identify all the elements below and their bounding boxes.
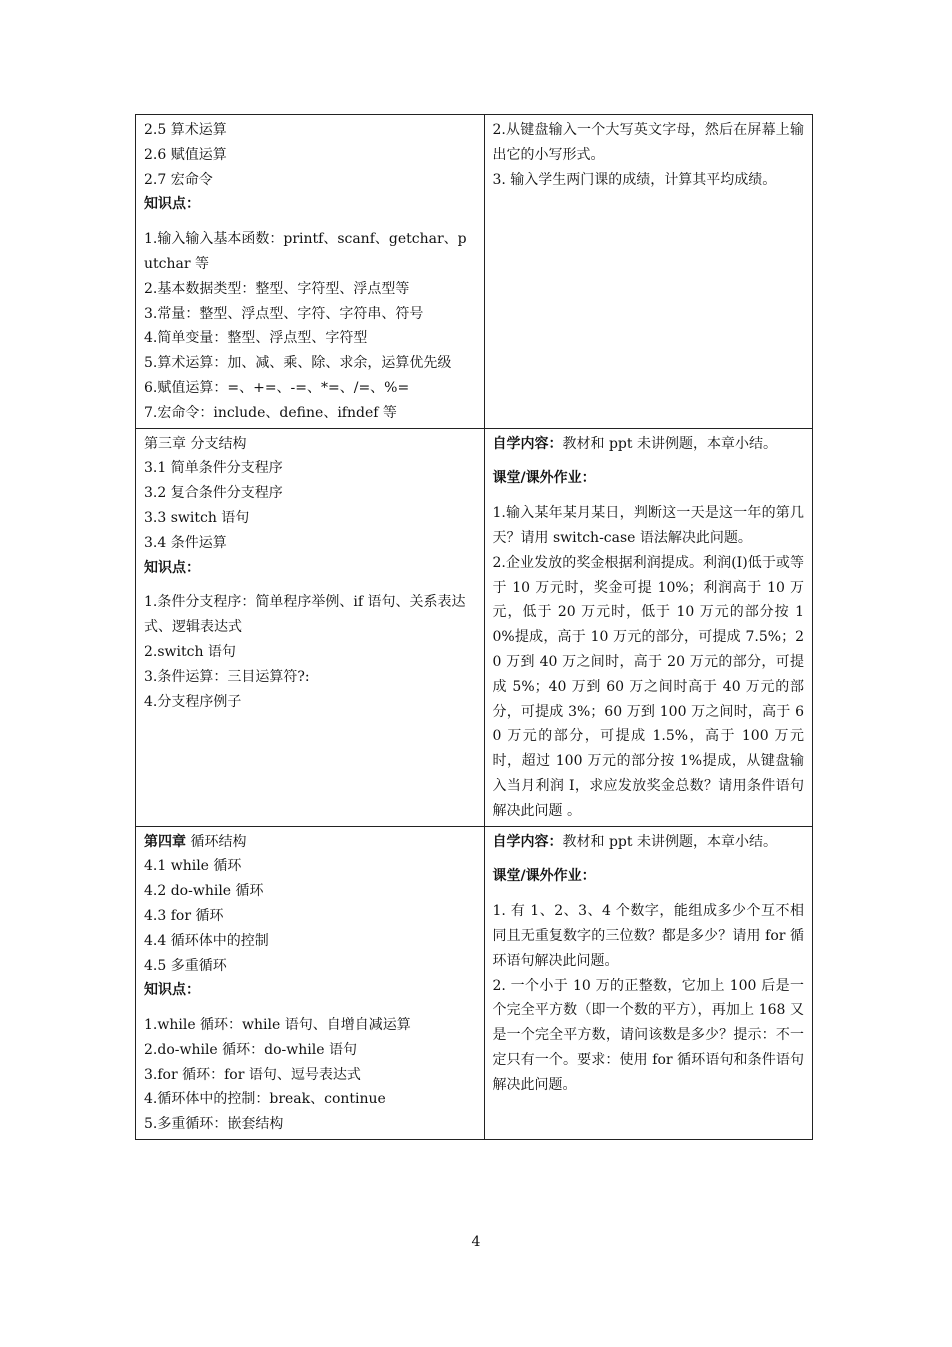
knowledge-line: 2.switch 语句 xyxy=(144,643,236,660)
assignment-cell xyxy=(484,826,813,1140)
assignment-paragraph: 2.从键盘输入一个大写英文字母，然后在屏幕上输出它的小写形式。 xyxy=(492,122,804,163)
knowledge-line: 1.条件分支程序：简单程序举例、if 语句、关系表达式、逻辑表达式 xyxy=(144,594,466,636)
knowledge-line: 4.循环体中的控制：break、continue xyxy=(144,1091,386,1108)
knowledge-line: 7.宏命令：include、define、ifndef 等 xyxy=(144,404,397,421)
topic-line: 3.3 switch 语句 xyxy=(144,509,250,526)
knowledge-line: 2.基本数据类型：整型、字符型、浮点型等 xyxy=(144,280,410,297)
knowledge-line: 4.简单变量：整型、浮点型、字符型 xyxy=(144,330,368,347)
knowledge-heading: 知识点： xyxy=(144,196,200,213)
topics-cell xyxy=(136,826,485,1140)
self-study-text: 教材和 ppt 未讲例题，本章小结。 xyxy=(562,833,777,850)
topic-line: 4.2 do-while 循环 xyxy=(144,883,264,900)
assignment-paragraph: 3. 输入学生两门课的成绩，计算其平均成绩。 xyxy=(492,171,777,188)
knowledge-line: 3.for 循环：for 语句、逗号表达式 xyxy=(144,1066,361,1083)
topic-line: 3.2 复合条件分支程序 xyxy=(144,485,283,502)
knowledge-heading: 知识点： xyxy=(144,982,200,999)
topic-line: 3.1 简单条件分支程序 xyxy=(144,460,283,477)
topic-line: 4.1 while 循环 xyxy=(144,858,242,875)
topic-line: 4.5 多重循环 xyxy=(144,957,227,974)
self-study-label: 自学内容： xyxy=(492,833,563,850)
topic-line: 4.4 循环体中的控制 xyxy=(144,932,269,949)
assignment-cell xyxy=(484,115,813,429)
self-study-line xyxy=(493,830,805,855)
assignment-paragraph: 2. 一个小于 10 万的正整数，它加上 100 后是一个完全平方数（即一个数的平方），再加上 168 又是一个完全平方数，请问该数是多少？提示：不一定只有一个。要求：使用 for 循环语句和条件语句解决此问题。 xyxy=(492,977,804,1093)
table-row xyxy=(136,826,813,1140)
knowledge-line: 1.while 循环：while 语句、自增自减运算 xyxy=(144,1017,411,1034)
chapter-name: 循环结构 xyxy=(186,833,247,850)
assignment-paragraph: 1. 有 1、2、3、4 个数字，能组成多少个互不相同且无重复数字的三位数？都是多少？请用 for 循环语句解决此问题。 xyxy=(492,903,804,969)
topic-line: 2.7 宏命令 xyxy=(144,171,213,188)
homework-heading: 课堂/课外作业： xyxy=(492,470,596,487)
self-study-label: 自学内容： xyxy=(492,435,563,452)
chapter-number: 第四章 xyxy=(144,833,186,850)
topic-line: 3.4 条件运算 xyxy=(144,534,227,551)
topic-line: 2.6 赋值运算 xyxy=(144,146,227,163)
knowledge-heading: 知识点： xyxy=(144,559,200,576)
knowledge-line: 2.do-while 循环：do-while 语句 xyxy=(144,1041,357,1058)
topics-cell xyxy=(136,115,485,429)
chapter-title xyxy=(144,830,476,855)
page-number: 4 xyxy=(471,1234,481,1250)
homework-heading: 课堂/课外作业： xyxy=(492,868,596,885)
knowledge-line: 5.算术运算：加、减、乘、除、求余，运算优先级 xyxy=(144,355,452,372)
assignment-paragraph: 2.企业发放的奖金根据利润提成。利润(I)低于或等于 10 万元时，奖金可提 10%；利润高于 10 万元，低于 20 万元时，低于 10 万元的部分按 10%提成，高于 10 万元的部分，可提成 7.5%；20 万到 40 万之间时，高于 20 万元的部分，可提成 5%；40 万到 60 万之间时高于 40 万元的部分，可提成 3%；60 万到 100 万之间时，高于 60 万元的部分，可提成 1.5%，高于 100 万元时，超过 100 万元的部分按 1%提成，从键盘输入当月利润 I，求应发放奖金总数？请用条件语句解决此问题 。 xyxy=(492,554,804,819)
knowledge-line: 4.分支程序例子 xyxy=(144,693,242,710)
topic-line: 2.5 算术运算 xyxy=(144,122,227,138)
topic-line: 4.3 for 循环 xyxy=(144,907,224,924)
knowledge-line: 1.输入输入基本函数：printf、scanf、getchar、putchar 等 xyxy=(144,231,467,272)
assignment-paragraph: 1.输入某年某月某日，判断这一天是这一年的第几天？请用 switch-case 语法解决此问题。 xyxy=(492,505,804,546)
assignment-cell xyxy=(484,428,813,826)
table-row xyxy=(136,115,813,429)
knowledge-line: 5.多重循环：嵌套结构 xyxy=(144,1116,284,1133)
knowledge-line: 3.常量：整型、浮点型、字符、字符串、符号 xyxy=(144,305,424,322)
self-study-line xyxy=(493,432,805,457)
table-row xyxy=(136,428,813,826)
knowledge-line: 3.条件运算：三目运算符?: xyxy=(144,668,310,685)
topics-cell xyxy=(136,428,485,826)
syllabus-table xyxy=(135,114,813,1140)
self-study-text: 教材和 ppt 未讲例题，本章小结。 xyxy=(562,435,777,452)
knowledge-line: 6.赋值运算：=、+=、-=、*=、/=、%= xyxy=(144,379,410,396)
chapter-title: 第三章 分支结构 xyxy=(144,435,247,452)
